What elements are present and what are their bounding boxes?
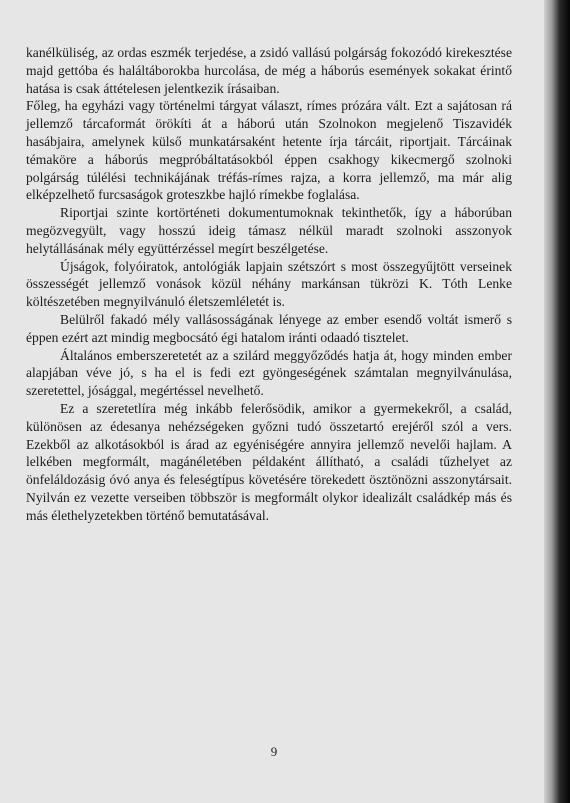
- paragraph-6: Általános emberszeretetét az a szilárd meggyőződés hatja át, hogy minden ember alapjában véve jó, s ha el is fedi ezt gyöngeségének számtalan megnyilvánulása, szeretettel, jósággal, megértéssel nevelhető.: [26, 347, 512, 399]
- paragraph-5: Belülről fakadó mély vallásosságának lényege az ember esendő voltát ismerő s éppen ezért azt mindig megbocsátó égi hatalom iránti odaadó tisztelet.: [26, 311, 512, 345]
- paragraph-3: Riportjai szinte kortörténeti dokumentumoknak tekinthetők, így a háborúban megözvegyült, vagy hosszú ideig támasz nélkül maradt szolnoki asszonyok helytállásának mély együttérzéssel megírt beszélgetése.: [26, 205, 512, 256]
- paragraph-7: Ez a szeretetlíra még inkább felerősödik, amikor a gyermekekről, a család, különösen az édesanya nehézségeken győzni tudó összetartó erejéről szól a vers. Ezekből az alkotásokból is árad az egyéniségére annyira jellemző nevelői hajlam. A lelkében megformált, magánéletében példaként állítható, a családi tűzhelyet az önfeláldozásig óvó anya és feleségtípus követésére törekedett ösztönözni asszonytársait. Nyilván ez vezette verseiben többször is megformált olykor idealizált családkép más és más élethelyzetekben történő bemutatásával.: [26, 400, 512, 523]
- paragraph-4: Újságok, folyóiratok, antológiák lapjain szétszórt s most összegyűjtött verseinek összességét jellemző vonások közül néhány markánsan tükrözi K. Tóth Lenke költészetében megnyilvánuló életszemléletét is.: [26, 258, 512, 310]
- body-text: [26, 44, 512, 525]
- paragraph-2: Főleg, ha egyházi vagy történelmi tárgyat választ, rímes prózára vált. Ezt a sajátosan rá jellemző tárcaformát örökíti át a háború után Szolnokon megjelenő Tiszavidék hasábjaira, amelynek külső munkatársaként hetente írja tárcáit, riportjait. Tárcáinak témaköre a háborús megpróbáltatásokból éppen csakhogy kikecmergő szolnoki polgárság túlélési technikájának tréfás-rímes rajza, a korra jellemző, ma már alig elképzelhető furcsaságok groteszkbe hajló rímekbe foglalása.: [26, 98, 512, 203]
- book-spine-shadow: [544, 0, 570, 803]
- page-number: 9: [270, 744, 278, 759]
- paragraph-1: kanélküliség, az ordas eszmék terjedése, a zsidó vallású polgárság fokozódó kirekesztése majd gettóba és haláltáborokba hurcolása, de még a háborús események sokakat érintő hatása is csak áttételesen jelentkezik írásaiban.: [26, 45, 512, 96]
